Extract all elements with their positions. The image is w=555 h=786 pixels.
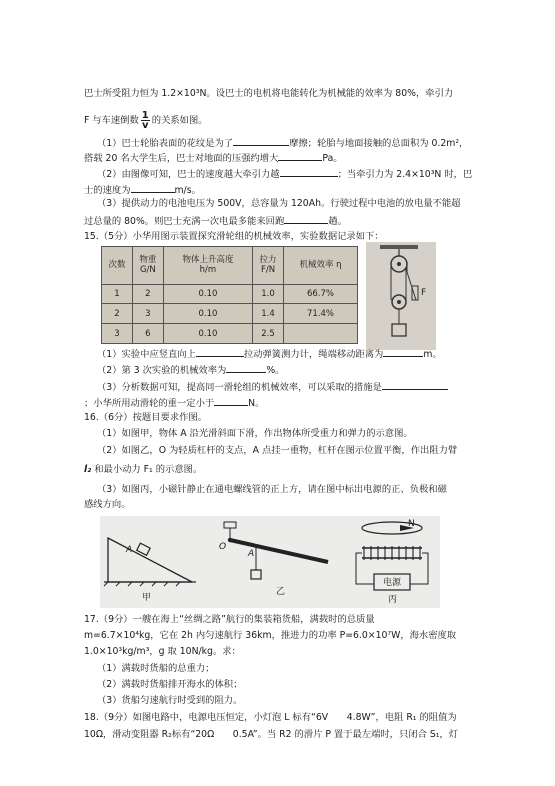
text-fragment: 摩擦；轮胎与地面接触的总面积为 0.2m²， <box>289 138 469 149</box>
fulcrum-o-label: O <box>219 542 227 552</box>
table-cell: 66.7% <box>283 284 357 304</box>
answer-blank[interactable] <box>382 380 448 390</box>
text-fragment: 搭载 20 名大学生后，巴士对地面的压强约增大 <box>84 153 279 164</box>
figure-caption-jia: 甲 <box>142 593 152 603</box>
hanging-weight <box>251 570 261 579</box>
weight-block <box>392 324 406 336</box>
text-fragment: （2）由图像可知，巴士的速度越大牵引力越 <box>97 169 280 180</box>
table-cell: 1.0 <box>253 284 284 304</box>
question-line: （1）如图甲，物体 A 沿光滑斜面下滑，作出物体所受重力和弹力的示意图。 <box>97 428 413 439</box>
table-cell: 3 <box>102 324 133 344</box>
answer-blank[interactable] <box>214 396 248 406</box>
question-line: （3）如图丙，小磁针静止在通电螺线管的正上方，请在图中标出电源的正、负极和磁 <box>97 484 447 495</box>
question-line: （2）满载时货船排开海水的体积； <box>97 679 243 690</box>
question-line: （3）货船匀速航行时受到的阻力。 <box>97 695 243 706</box>
figure-panel <box>100 516 440 608</box>
q16-figures <box>100 516 440 608</box>
question-line: 10Ω，滑动变阻器 R₂标有“20Ω 0.5A”。当 R2 的滑片 P 置于最左端时，只闭合 S₁，灯 <box>84 729 459 740</box>
answer-blank[interactable] <box>383 347 423 357</box>
power-source-label: 电源 <box>383 578 402 588</box>
text-fragment: 和最小动力 F₁ 的示意图。 <box>94 464 203 475</box>
pulley-figure <box>366 242 436 350</box>
text-fragment: ；小华所用动滑轮的重一定小于 <box>84 398 215 409</box>
question-line <box>84 396 264 410</box>
table-cell: 0.10 <box>163 284 252 304</box>
table-cell: 6 <box>132 324 163 344</box>
question-intro: 16.（6分）按题目要求作图。 <box>84 412 207 423</box>
table-header-cell: 物重 G/N <box>132 247 163 285</box>
fraction-numerator: 1 <box>141 110 149 121</box>
text-fragment: 士的速度为 <box>84 185 131 196</box>
table-header-cell: 次数 <box>102 247 133 285</box>
problem-text: 巴士所受阻力恒为 1.2×10³N。设巴士的电机将电能转化为机械能的效率为 80%，牵引力 <box>84 88 454 99</box>
question-line <box>84 464 202 476</box>
question-line: 1.0×10³kg/m³，g 取 10N/kg。求： <box>84 646 241 657</box>
answer-blank[interactable] <box>284 214 328 224</box>
figure-caption-yi: 乙 <box>276 587 286 597</box>
table-header-cell: 拉力 F/N <box>253 247 284 285</box>
answer-blank[interactable] <box>196 347 244 357</box>
pulley-diagram <box>366 242 436 350</box>
table-row <box>102 304 358 324</box>
table-header-row <box>102 247 358 285</box>
table-cell: 0.10 <box>163 324 252 344</box>
question-line: （2）如图乙，O 为轻质杠杆的支点，A 点挂一重物，杠杆在图示位置平衡，作出阻力臂 <box>97 445 458 456</box>
question-line <box>97 167 472 181</box>
fraction-denominator: v <box>142 120 149 131</box>
data-table <box>101 246 358 344</box>
force-label: F <box>421 288 427 298</box>
text-fragment: ；当牵引力为 2.4×10³N 时，巴 <box>337 169 473 180</box>
text-fragment: Pa。 <box>322 153 343 164</box>
answer-blank[interactable] <box>280 167 338 177</box>
table-cell <box>283 324 357 344</box>
table-cell: 1 <box>102 284 133 304</box>
block-a-label: A <box>126 545 133 555</box>
text-fragment: F 与车速倒数 <box>84 115 139 126</box>
table-cell: 1.4 <box>253 304 284 324</box>
table-cell: 2 <box>102 304 133 324</box>
question-line: 17.（9分）一艘在海上“丝绸之路”航行的集装箱货船，满载时的总质量 <box>84 614 375 625</box>
answer-blank[interactable] <box>131 183 175 193</box>
table-header-cell: 物体上升高度 h/m <box>163 247 252 285</box>
lever-figure <box>219 522 328 597</box>
text-fragment: l₂ <box>84 464 92 475</box>
problem-text <box>84 111 208 130</box>
text-fragment: %。 <box>266 365 285 376</box>
table-row <box>102 324 358 344</box>
table-cell: 0.10 <box>163 304 252 324</box>
text-fragment: 过总量的 80%。则巴士充满一次电最多能来回跑 <box>84 216 285 227</box>
solenoid-figure <box>356 519 428 605</box>
incline-figure <box>104 538 196 603</box>
text-fragment: （1）巴士轮胎表面的花纹是为了 <box>97 138 234 149</box>
question-line: 18.（9分）如图电路中，电源电压恒定，小灯泡 L 标有“6V 4.8W”，电阻 R₁ 的阻值为 <box>84 712 457 723</box>
question-line: 感线方向。 <box>84 499 131 510</box>
ceiling-bar <box>380 245 418 249</box>
answer-blank[interactable] <box>278 151 322 161</box>
question-line <box>97 347 442 361</box>
figure-caption-bing: 丙 <box>388 595 398 605</box>
question-line <box>97 363 284 377</box>
text-fragment: N。 <box>248 398 265 409</box>
table-row <box>102 284 358 304</box>
question-line <box>97 136 468 150</box>
text-fragment: （1）实验中应竖直向上 <box>97 349 196 360</box>
question-line: （3）提供动力的电池电压为 500V，总容量为 120Ah。行驶过程中电池的放电量不能超 <box>97 198 461 209</box>
question-line <box>84 151 343 165</box>
text-fragment: 拉动弹簧测力计，绳端移动距离为 <box>243 349 384 360</box>
text-fragment: m。 <box>423 349 442 360</box>
table-cell: 2.5 <box>253 324 284 344</box>
lever-a-label: A <box>248 549 255 559</box>
table-cell: 71.4% <box>283 304 357 324</box>
question-line <box>84 214 347 228</box>
answer-blank[interactable] <box>233 136 289 146</box>
question-line <box>97 380 448 394</box>
table-cell: 2 <box>132 284 163 304</box>
north-label: N <box>408 519 415 529</box>
answer-blank[interactable] <box>226 363 266 373</box>
question-line: （1）满载时货船的总重力； <box>97 663 215 674</box>
text-fragment: m/s。 <box>174 185 201 196</box>
question-line: m=6.7×10⁴kg，它在 2h 内匀速航行 36km，推进力的功率 P=6.0×10⁷W，海水密度取 <box>84 630 457 641</box>
text-fragment: （3）分析数据可知，提高同一滑轮组的机械效率，可以采取的措施是 <box>97 382 382 393</box>
text-fragment: 的关系如图。 <box>151 115 208 126</box>
question-intro: 15.（5分）小华用图示装置探究滑轮组的机械效率，实验数据记录如下： <box>84 231 384 242</box>
table-cell: 3 <box>132 304 163 324</box>
fraction <box>141 111 150 130</box>
table-header-cell: 机械效率 η <box>283 247 357 285</box>
text-fragment: （2）第 3 次实验的机械效率为 <box>97 365 227 376</box>
text-fragment: 趟。 <box>328 216 347 227</box>
question-line <box>84 183 201 197</box>
